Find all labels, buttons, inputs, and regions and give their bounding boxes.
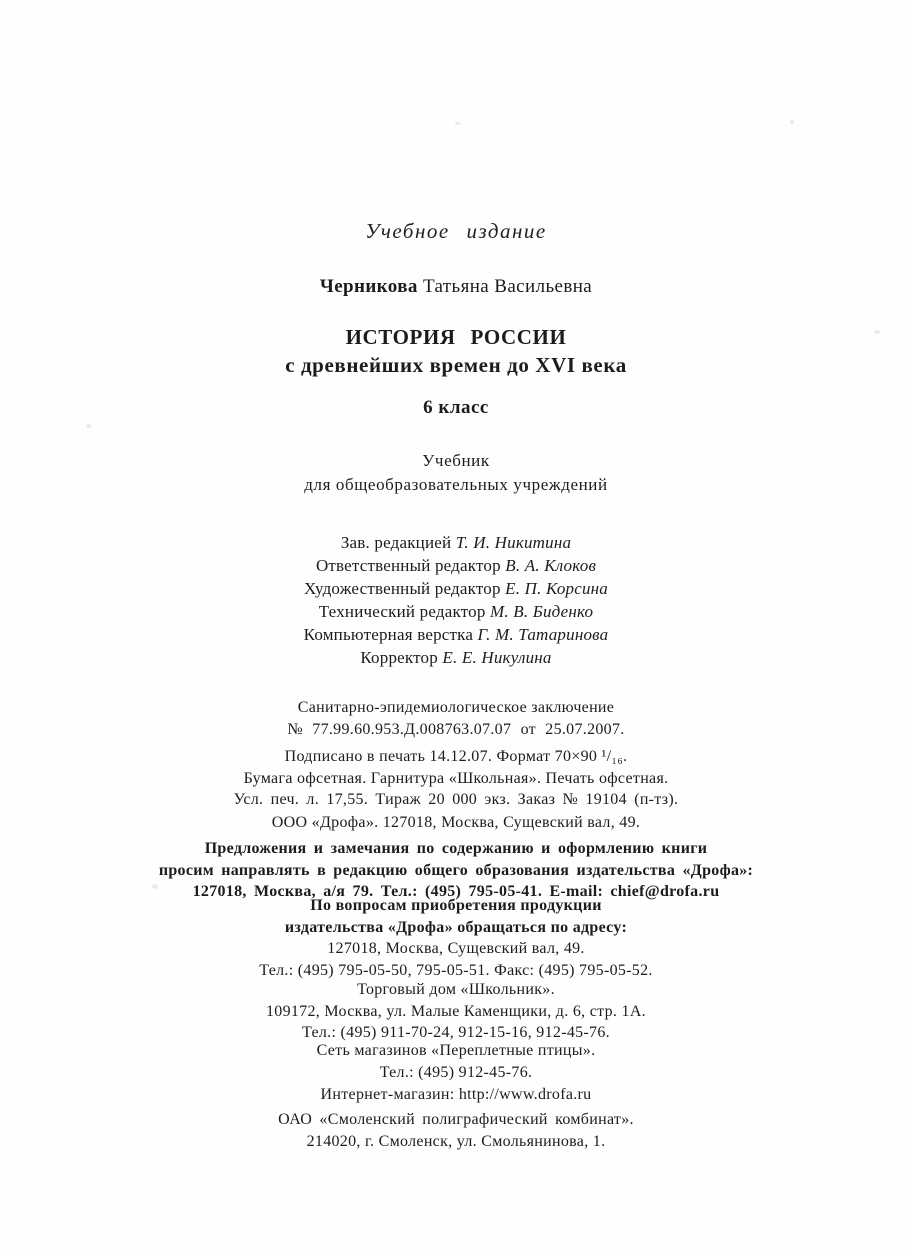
book-title-line1: ИСТОРИЯ РОССИИ: [345, 325, 567, 349]
publisher-address: ООО «Дрофа». 127018, Москва, Сущевский вал, 49.: [271, 814, 641, 831]
author-given-names: Татьяна Васильевна: [422, 276, 593, 297]
printing-plant: [0, 1109, 912, 1152]
staff-row: [0, 531, 912, 554]
print-details: [0, 746, 912, 811]
editorial-staff: [0, 531, 912, 669]
subtitle: [0, 449, 912, 497]
purchase-line: издательства «Дрофа» обращаться по адресу:: [284, 918, 628, 936]
staff-role: Художественный редактор: [303, 579, 501, 598]
store-chain-phone: Тел.: (495) 912-45-76.: [379, 1063, 533, 1081]
scan-speck: [152, 884, 158, 889]
store-chain-name: Сеть магазинов «Переплетные птицы».: [316, 1042, 596, 1059]
author-surname: Черникова: [319, 276, 418, 297]
trade-house-info: [0, 979, 912, 1044]
print-details-line: Усл. печ. л. 17,55. Тираж 20 000 экз. Заказ № 19104 (п-тз).: [233, 791, 679, 808]
printing-plant-address: 214020, г. Смоленск, ул. Смольянинова, 1.: [306, 1132, 606, 1150]
staff-row: [0, 577, 912, 600]
staff-role: Технический редактор: [318, 602, 486, 621]
sanitary-line: Санитарно-эпидемиологическое заключение: [297, 699, 615, 716]
feedback-contact: 127018, Москва, а/я 79. Тел.: (495) 795-05-41. E-mail: chief@drofa.ru: [192, 883, 720, 900]
sanitary-number: № 77.99.60.953.Д.008763.07.07 от 25.07.2007.: [287, 720, 625, 738]
purchase-phones: Тел.: (495) 795-05-50, 795-05-51. Факс: (495) 795-05-52.: [259, 961, 653, 979]
staff-role: Зав. редакцией: [340, 533, 452, 552]
staff-person: Т. И. Никитина: [455, 533, 572, 552]
trade-house-name: Торговый дом «Школьник».: [357, 981, 555, 998]
print-details-line: Бумага офсетная. Гарнитура «Школьная». Печать офсетная.: [243, 769, 669, 787]
author-name: [0, 276, 912, 298]
edition-note: Учебное издание: [365, 219, 547, 243]
grade-level: 6 класс: [423, 397, 489, 418]
staff-row: [0, 623, 912, 646]
feedback-line: Предложения и замечания по содержанию и оформлению книги: [204, 840, 708, 857]
online-store: Интернет-магазин: http://www.drofa.ru: [320, 1086, 592, 1103]
purchase-info: [0, 895, 912, 981]
feedback-line: просим направлять в редакцию общего образования издательства «Дрофа»:: [158, 861, 754, 879]
trade-house-phones: Тел.: (495) 911-70-24, 912-15-16, 912-45-76.: [302, 1024, 610, 1041]
staff-row: [0, 600, 912, 623]
trade-house-address: 109172, Москва, ул. Малые Каменщики, д. 6, стр. 1А.: [266, 1002, 646, 1020]
staff-role: Ответственный редактор: [315, 556, 501, 575]
staff-person: Е. Е. Никулина: [442, 648, 552, 667]
staff-role: Корректор: [360, 648, 438, 667]
print-details-line: Подписано в печать 14.12.07. Формат 70×90 ¹/₁₆.: [284, 748, 628, 765]
staff-person: В. А. Клоков: [505, 556, 597, 575]
staff-row: [0, 554, 912, 577]
scan-speck: [874, 330, 880, 334]
printing-plant-name: ОАО «Смоленский полиграфический комбинат».: [278, 1111, 634, 1128]
book-title: [0, 323, 912, 379]
subtitle-line2: для общеобразовательных учреждений: [304, 475, 608, 494]
staff-row: [0, 646, 912, 669]
staff-person: М. В. Биденко: [489, 602, 594, 621]
feedback-note: [0, 838, 912, 903]
staff-person: Е. П. Корсина: [505, 579, 609, 598]
sanitary-certificate: [0, 697, 912, 740]
purchase-line: По вопросам приобретения продукции: [310, 897, 602, 914]
subtitle-line1: Учебник: [422, 451, 490, 470]
book-title-line2: с древнейших времен до XVI века: [285, 353, 627, 377]
scan-speck: [790, 120, 794, 124]
staff-role: Компьютерная верстка: [303, 625, 474, 644]
scan-speck: [455, 122, 460, 125]
scan-speck: [86, 424, 91, 428]
purchase-address: 127018, Москва, Сущевский вал, 49.: [327, 940, 585, 957]
staff-person: Г. М. Татаринова: [477, 625, 609, 644]
store-chain-info: [0, 1040, 912, 1083]
